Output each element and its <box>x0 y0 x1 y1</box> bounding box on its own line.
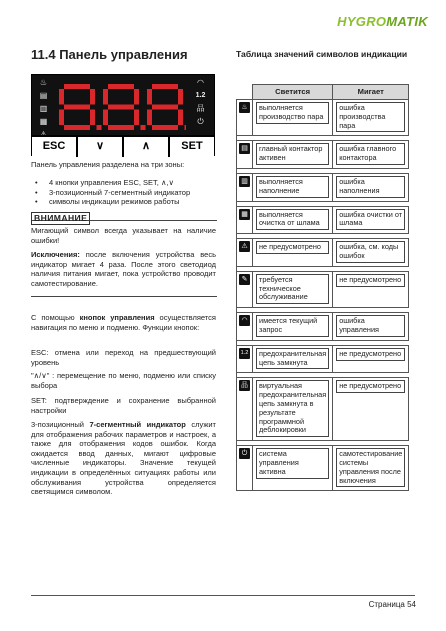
table-title: Таблица значений символов индикации <box>236 49 408 59</box>
warning-heading: ВНИМАНИЕ <box>31 208 217 221</box>
lit-description: виртуальная предохранительная цепь замкнута в результате программной деблокировки <box>256 380 329 437</box>
table-row <box>237 206 409 234</box>
esc-description: ESC: отмена или переход на предшествующий уровень <box>31 348 216 367</box>
list-item: • символы индикации режимов работы <box>31 197 221 207</box>
control-panel <box>31 74 215 156</box>
network-icon: 品 <box>241 382 248 390</box>
set-description: SET: подтверждение и сохранение выбранной настройки <box>31 396 216 415</box>
column-header-lit: Светится <box>253 85 333 100</box>
divider <box>31 296 217 297</box>
symbols-table <box>236 84 409 491</box>
lit-description: выполняется наполнение <box>256 176 329 198</box>
column-header-blink: Мигает <box>333 85 409 100</box>
set-key[interactable]: SET <box>170 137 214 157</box>
display-segment <box>103 89 108 105</box>
blink-description: ошибка управления <box>336 315 405 337</box>
display-segment <box>90 110 95 126</box>
exception-text: Исключения: после включения устройства весь индикатор мигает 4 раза. После этого светодиод наличия питания мигает, пока устройство проводит самотестирование. <box>31 250 216 288</box>
fill-icon: ▥ <box>239 176 250 187</box>
wrench-icon: ✎ <box>239 274 250 285</box>
blink-description: самотестирование системы управления после включения <box>336 448 405 487</box>
table-row <box>237 446 409 491</box>
display-segment <box>178 89 183 105</box>
display-segment <box>64 84 90 89</box>
display-segment <box>90 89 95 105</box>
blink-description: ошибка главного контактора <box>336 143 405 165</box>
power-icon: ⏻ <box>239 448 250 459</box>
blink-description: ошибка, см. коды ошибок <box>336 241 405 263</box>
display-segment <box>178 110 183 126</box>
display-segment <box>108 84 134 89</box>
side-label: 1.2 <box>195 92 206 99</box>
table-row <box>237 100 409 136</box>
display-segment <box>108 105 134 110</box>
lit-description: предохранительная цепь замкнута <box>256 348 329 370</box>
display-segment <box>147 110 152 126</box>
display-segment <box>59 89 64 105</box>
buttons-text: С помощью кнопок управления осуществляется навигация по меню и подменю. Функции кнопок: <box>31 313 216 332</box>
lit-description: главный контактор активен <box>256 143 329 165</box>
footer-divider <box>31 595 415 596</box>
display-dot <box>97 125 102 130</box>
blink-description: не предусмотрено <box>336 348 405 361</box>
zones-list <box>31 178 221 207</box>
contactor-icon: ▤ <box>239 143 250 154</box>
esc-key[interactable]: ESC <box>32 137 78 157</box>
display-dot <box>141 125 146 130</box>
display-segment <box>64 105 90 110</box>
display-segment <box>152 125 178 130</box>
lit-description: не предусмотрено <box>256 241 329 254</box>
gauge-icon: ◠ <box>239 315 250 326</box>
arrows-description: "∧/∨" : перемещение по меню, подменю или списку выбора <box>31 371 216 390</box>
blink-description: ошибка наполнения <box>336 176 405 198</box>
table-row <box>237 313 409 341</box>
display-segment <box>64 125 90 130</box>
blink-description: ошибка производства пара <box>336 102 405 132</box>
up-key[interactable]: ∧ <box>124 137 170 157</box>
display-segment <box>103 110 108 126</box>
lit-description: система управления активна <box>256 448 329 478</box>
lit-description: выполняется очистка от шлама <box>256 209 329 231</box>
list-item: • 3-позиционный 7-сегментный индикатор <box>31 188 221 198</box>
display-segment <box>152 105 178 110</box>
display-dot <box>185 125 187 130</box>
section-title: 11.4 Панель управления <box>31 47 188 62</box>
table-row <box>237 141 409 169</box>
gauge-icon: ◠ <box>197 78 204 87</box>
blink-description: не предусмотрено <box>336 380 405 393</box>
display-segment <box>134 110 139 126</box>
blink-description: не предусмотрено <box>336 274 405 287</box>
fill-icon: ▥ <box>39 104 48 113</box>
indicator-text: 3-позиционный 7-сегментный индикатор служит для отображения рабочих параметров и настроек, а также для отображения кодов ошибок. Когда ожидается ввод данных, мигают цифровые численные индикаторы. Значение текущей индикации в определённых ситуациях работы или обслуживания устройства определяется светящимся символом. <box>31 420 216 497</box>
lit-description: имеется текущий запрос <box>256 315 329 337</box>
intro-text: Панель управления разделена на три зоны: <box>31 160 185 169</box>
brand-logo: HYGROMATIK <box>337 14 428 29</box>
page-number: Страница 54 <box>368 600 416 609</box>
contactor-icon: ▤ <box>39 91 48 100</box>
panel-keys <box>32 135 214 157</box>
network-icon: 品 <box>196 104 205 113</box>
lit-description: требуется техническое обслуживание <box>256 274 329 304</box>
warning-icon: ⚠ <box>239 241 250 252</box>
list-item: • 4 кнопки управления ESC, SET, ∧,∨ <box>31 178 221 188</box>
seven-segment-display <box>56 81 186 133</box>
table-row <box>237 345 409 373</box>
table-row <box>237 378 409 441</box>
down-key[interactable]: ∨ <box>78 137 124 157</box>
table-row <box>237 271 409 307</box>
sludge-icon: ▦ <box>39 117 48 126</box>
display-segment <box>134 89 139 105</box>
table-row <box>237 239 409 267</box>
display-segment <box>59 110 64 126</box>
safety-chain-icon: 1.2 <box>239 348 250 359</box>
warning-text: Мигающий символ всегда указывает на наличие ошибки! <box>31 226 216 245</box>
display-segment <box>152 84 178 89</box>
lit-description: выполняется производство пара <box>256 102 329 124</box>
display-segment <box>147 89 152 105</box>
blink-description: ошибка очистки от шлама <box>336 209 405 231</box>
table-row <box>237 173 409 201</box>
display-segment <box>108 125 134 130</box>
steam-icon: ♨ <box>39 78 48 87</box>
sludge-icon: ▦ <box>239 209 250 220</box>
panel-right-icons <box>194 79 208 131</box>
power-icon: ⏻ <box>197 117 204 126</box>
steam-icon: ♨ <box>239 102 250 113</box>
